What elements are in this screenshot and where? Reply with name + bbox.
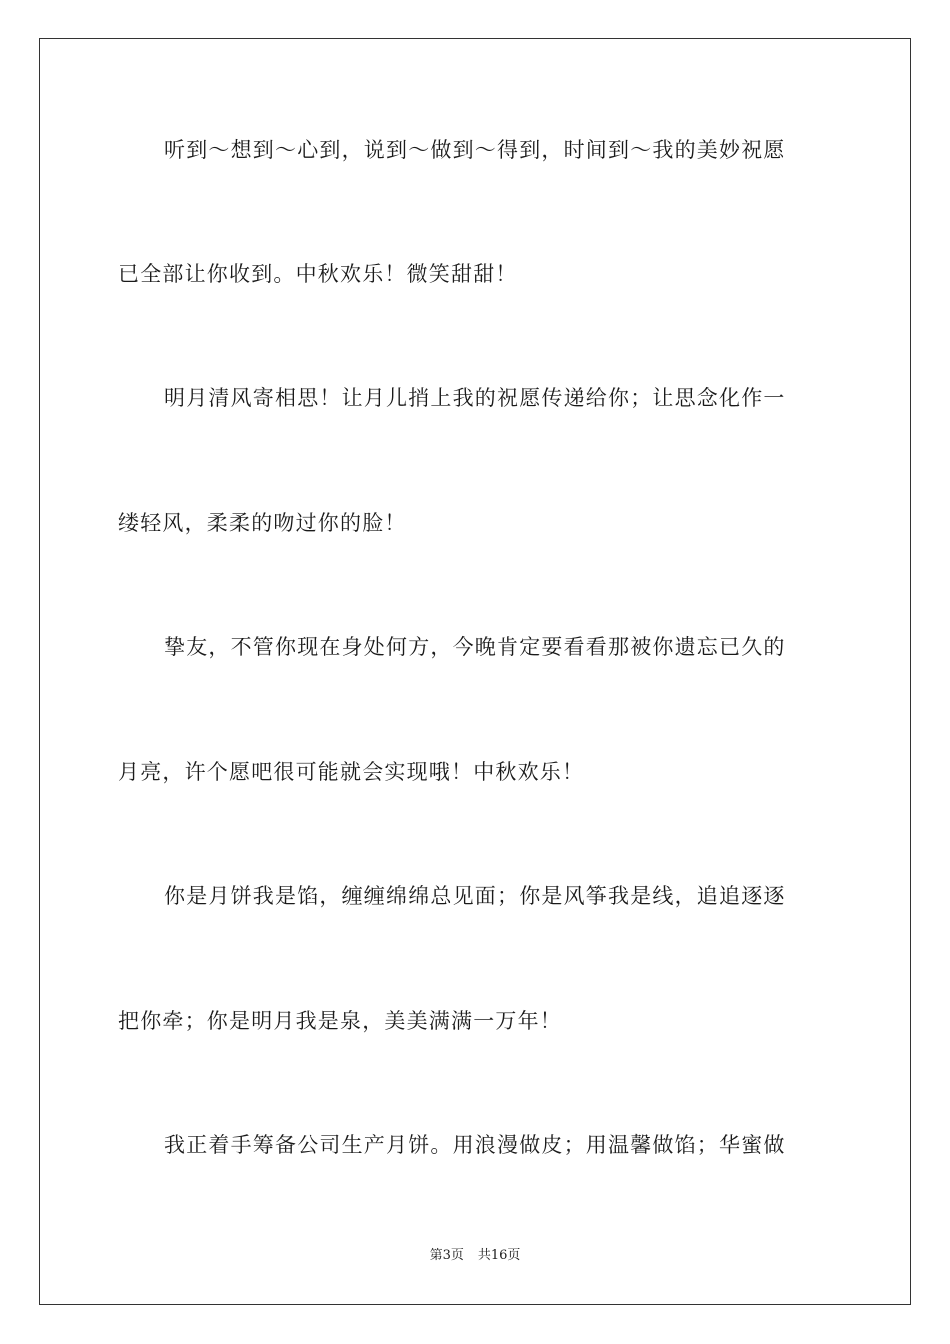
paragraph-4-line-1: 你是月饼我是馅，缠缠绵绵总见面；你是风筝我是线，追追逐逐	[164, 884, 786, 908]
page-border	[39, 38, 911, 1305]
paragraph-3-line-1: 挚友，不管你现在身处何方，今晚肯定要看看那被你遗忘已久的	[164, 635, 786, 659]
paragraph-5-line-1: 我正着手筹备公司生产月饼。用浪漫做皮；用温馨做馅；华蜜做	[164, 1133, 786, 1157]
paragraph-3-line-2: 月亮，许个愿吧很可能就会实现哦！中秋欢乐！	[118, 760, 585, 784]
paragraph-1-line-2: 已全部让你收到。中秋欢乐！微笑甜甜！	[118, 262, 518, 286]
paragraph-2-line-2: 缕轻风，柔柔的吻过你的脸！	[118, 511, 407, 535]
paragraph-1-line-1: 听到～想到～心到，说到～做到～得到，时间到～我的美妙祝愿	[164, 138, 786, 162]
page-footer	[0, 1247, 950, 1265]
page-total: 共16页	[477, 1248, 521, 1263]
paragraph-4-line-2: 把你牵；你是明月我是泉，美美满满一万年！	[118, 1009, 562, 1033]
page-number: 第3页	[429, 1248, 464, 1263]
paragraph-2-line-1: 明月清风寄相思！让月儿捎上我的祝愿传递给你；让思念化作一	[164, 386, 786, 410]
